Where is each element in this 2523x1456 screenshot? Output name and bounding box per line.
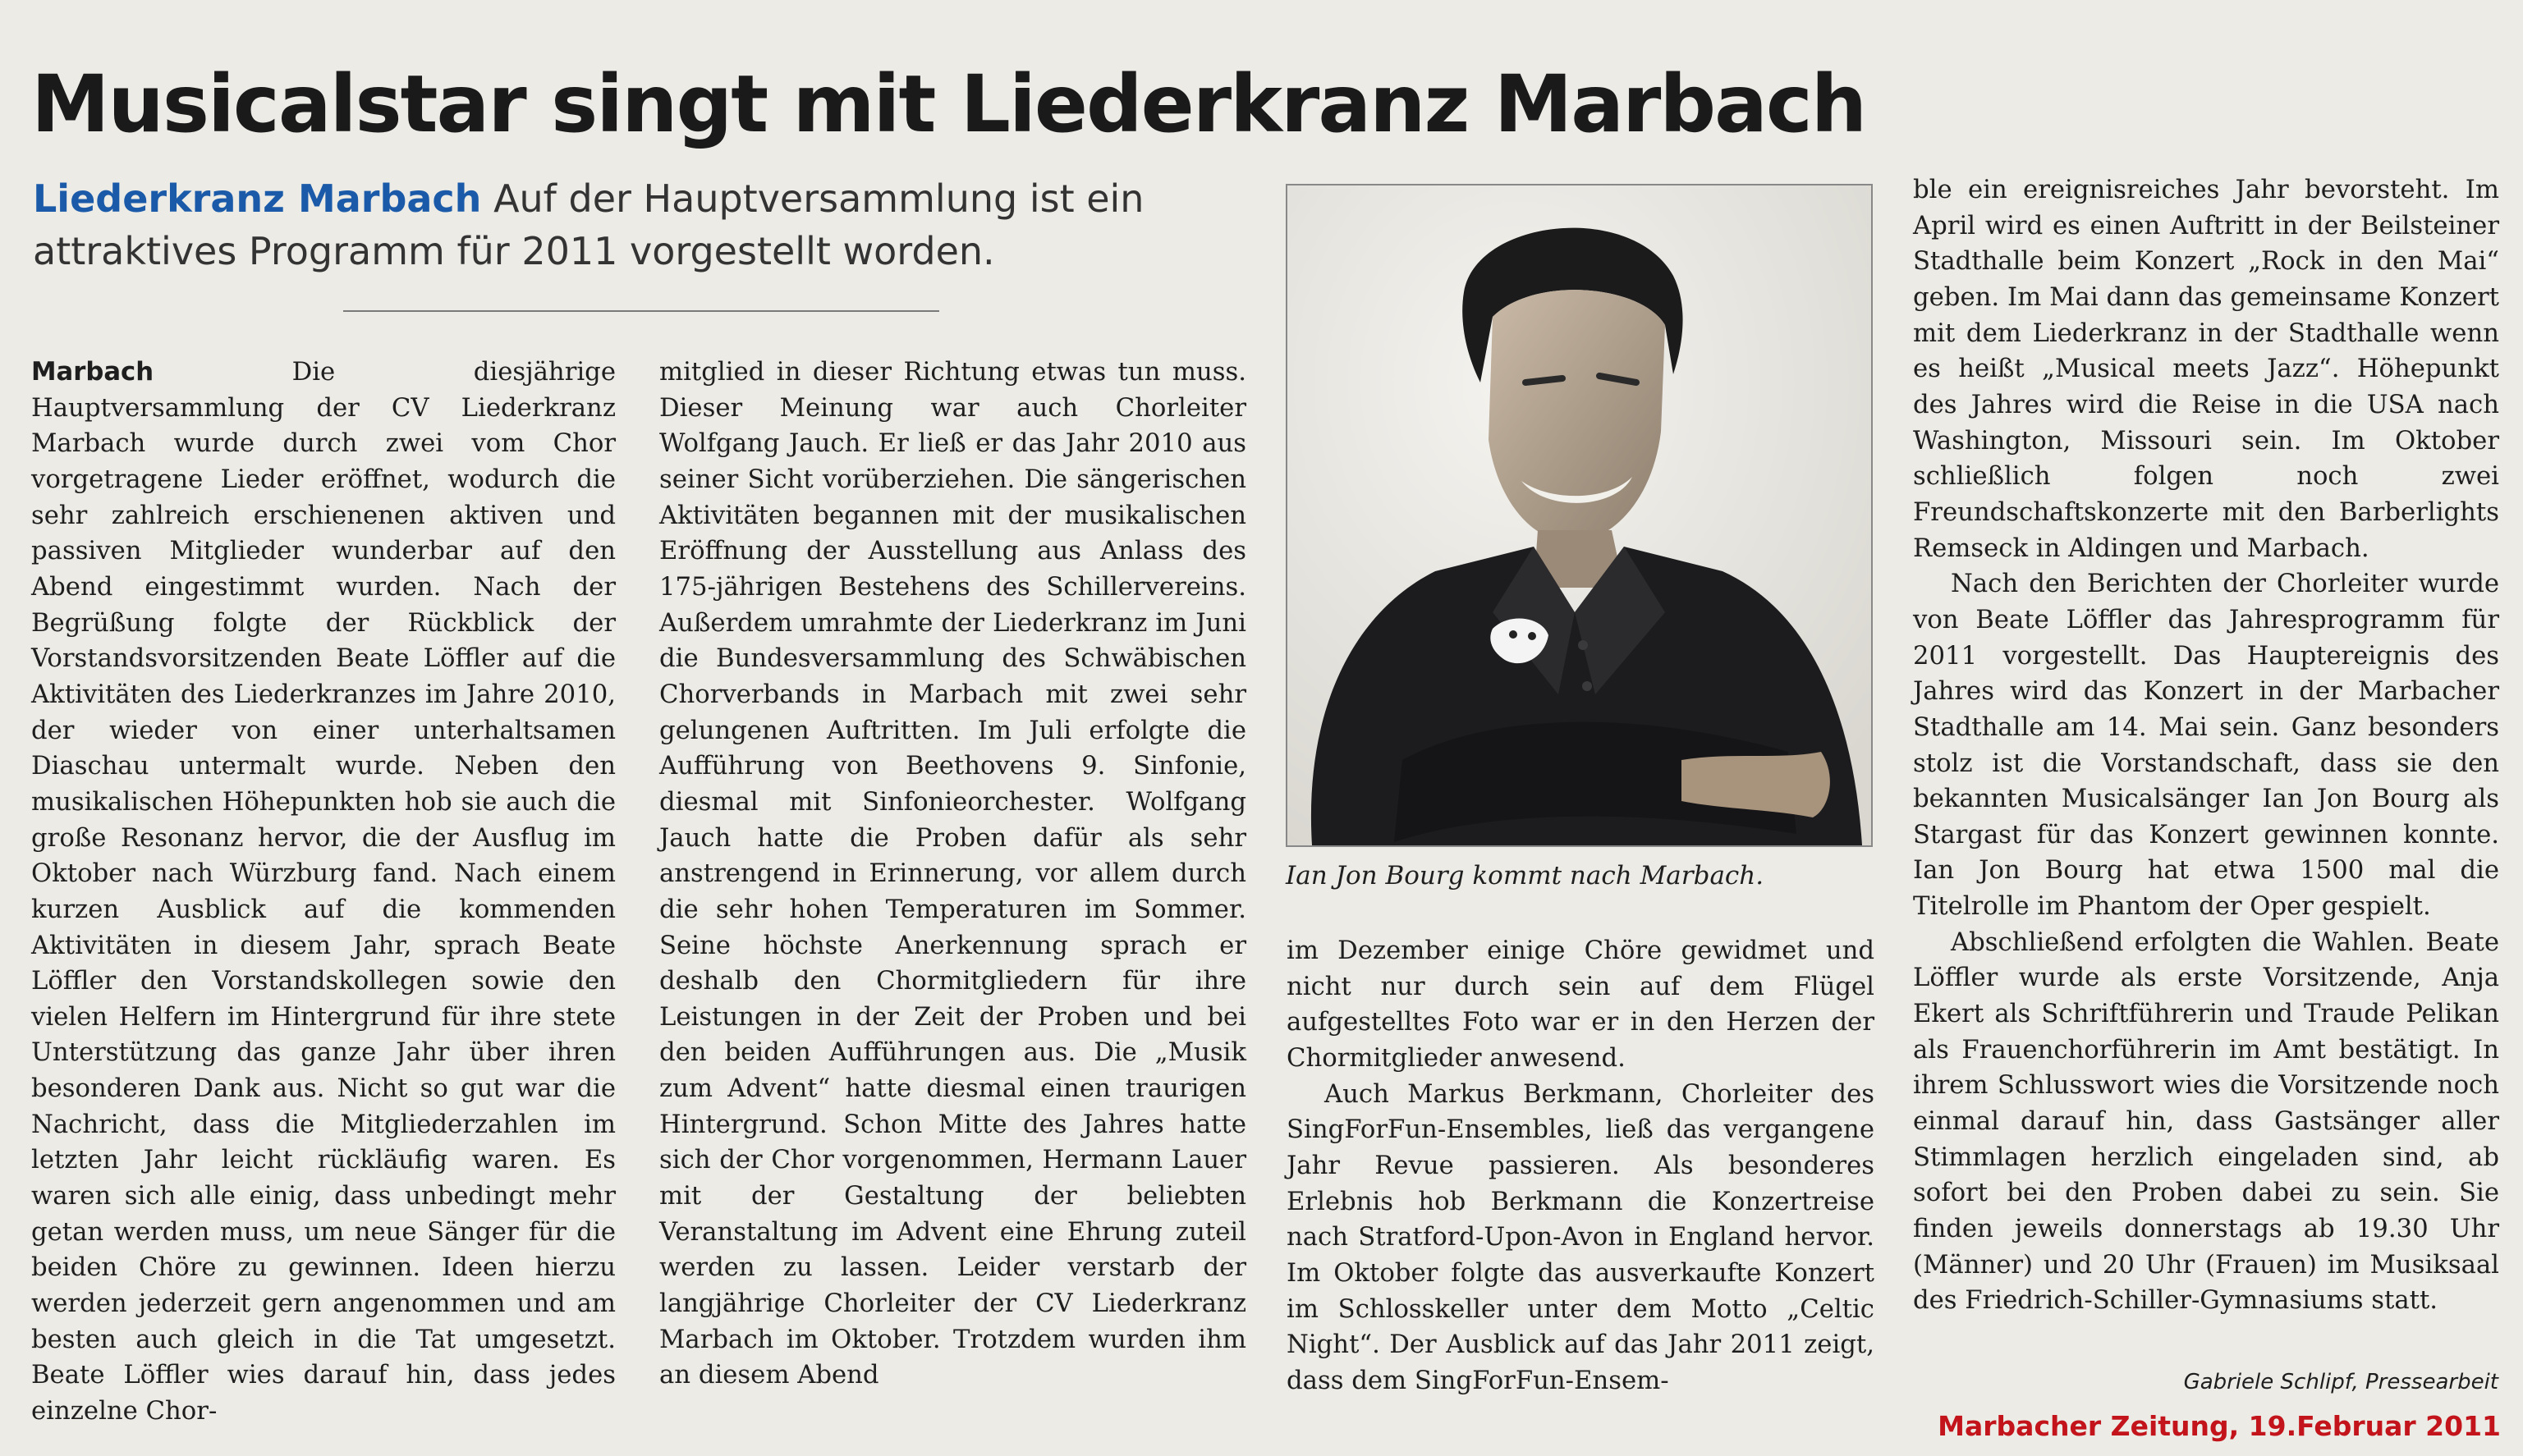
article-paragraph: Abschließend erfolgten die Wahlen. Beate Löffler wurde als erste Vorsitzende, Anja Ekert als Schriftführerin und Traude Pelikan als Frauenchorführerin im Amt bestätigt. In ihrem Schlusswort wies die Vorsitzende noch einmal darauf hin, dass Gastsänger aller Stimmlagen herzlich eingeladen sind, ab sofort bei den Proben dabei zu sein. Sie finden jeweils donnerstags ab 19.30 Uhr (Männer) und 20 Uhr (Frauen) im Musiksaal des Friedrich-Schiller-Gymnasiums statt. [1913,927,2499,1316]
deck-kicker: Liederkranz Marbach [33,176,482,221]
article-paragraph: mitglied in dieser Richtung etwas tun muss. Dieser Meinung war auch Chorleiter Wolfgang Jauch. Er ließ er das Jahr 2010 aus seiner Sicht vorüberziehen. Die sängerischen Aktivitäten begannen mit der musikalischen Eröffnung der Ausstellung aus Anlass des 175-jährigen Bestehens des Schillervereins. Außerdem umrahmte der Liederkranz im Juni die Bundesversammlung des Schwäbischen Chorverbands in Marbach mit zwei sehr gelungenen Auftritten. Im Juli erfolgte die Aufführung von Beethovens 9. Sinfonie, diesmal mit Sinfonieorchester. Wolfgang Jauch hatte die Proben dafür als sehr anstrengend in Erinnerung, vor allem durch die sehr hohen Temperaturen im Sommer. Seine höchste Anerkennung sprach er deshalb den Chormitgliedern für ihre Leistungen in der Zeit der Proben und bei den beiden Aufführungen aus. Die „Musik zum Advent“ hatte diesmal einen traurigen Hintergrund. Schon Mitte des Jahres hatte sich der Chor vorgenommen, Hermann Lauer mit der Gestaltung der beliebten Veranstaltung im Advent eine Ehrung zuteil werden zu lassen. Leider verstarb der langjährige Chorleiter der CV Liederkranz Marbach im Oktober. Trotzdem wurden ihm an diesem Abend [659,358,1246,1390]
dateline: Marbach [31,358,154,387]
deck-divider [343,310,939,312]
deck-text: Auf der Hauptversammlung ist ein attraktives Programm für 2011 vorgestellt worden. [33,176,1145,273]
author-credit: Gabriele Schlipf, Pressearbeit [2183,1370,2498,1394]
article-paragraph: im Dezember einige Chöre gewidmet und nicht nur durch sein auf dem Flügel aufgestelltes Foto war er in den Herzen der Chormitglieder anwesend. [1287,936,1874,1073]
deck [33,172,1248,277]
source-label: Marbacher Zeitung, 19.Februar 2011 [1938,1410,2501,1442]
article-paragraph: Auch Markus Berkmann, Chorleiter des SingForFun-Ensembles, ließ das vergangene Jahr Revue passieren. Als besonderes Erlebnis hob Berkmann die Konzertreise nach Stratford-Upon-Avon in England hervor. Im Oktober folgte das ausverkaufte Konzert im Schlosskeller unter dem Motto „Celtic Night“. Der Ausblick auf das Jahr 2011 zeigt, dass dem SingForFun-Ensem- [1287,1079,1874,1395]
article-column-3 [1287,933,1874,1399]
photo-caption: Ian Jon Bourg kommt nach Marbach. [1286,861,1764,891]
article-column-2 [659,355,1246,1394]
paragraph-text: Die diesjährige Hauptversammlung der CV Liederkranz Marbach wurde durch zwei vom Chor vorgetragene Lieder eröffnet, wodurch die sehr zahlreich erschienenen aktiven und passiven Mitglieder wunderbar auf den Abend eingestimmt wurden. Nach der Begrüßung folgte der Rückblick der Vorstandsvorsitzenden Beate Löffler auf die Aktivitäten des Liederkranzes im Jahre 2010, der wieder von einer unterhaltsamen Diaschau untermalt wurde. Neben den musikalischen Höhepunkten hob sie auch die große Resonanz hervor, die der Ausflug im Oktober nach Würzburg fand. Nach einem kurzen Ausblick auf die kommenden Aktivitäten in diesem Jahr, sprach Beate Löffler den Vorstandskollegen sowie den vielen Helfern im Hintergrund für ihre stete Unterstützung das ganze Jahr über ihren besonderen Dank aus. Nicht so gut war die Nachricht, dass die Mitgliederzahlen im letzten Jahr leicht rückläufig waren. Es waren sich alle einig, dass unbedingt mehr getan werden muss, um neue Sänger für die beiden Chöre zu gewinnen. Ideen hierzu werden jederzeit gern angenommen und am besten auch gleich in die Tat umgesetzt. Beate Löffler wies darauf hin, dass jedes einzelne Chor- [31,358,616,1426]
article-column-4 [1913,172,2499,1319]
headline: Musicalstar singt mit Liederkranz Marbach [31,58,1866,150]
article-paragraph: Nach den Berichten der Chorleiter wurde von Beate Löffler das Jahresprogramm für 2011 vorgestellt. Das Hauptereignis des Jahres wird das Konzert in der Marbacher Stadthalle am 14. Mai sein. Ganz besonders stolz ist die Vorstandschaft, dass sie den bekannten Musicalsänger Ian Jon Bourg als Stargast für das Konzert gewinnen konnte. Ian Jon Bourg hat etwa 1500 mal die Titelrolle im Phantom der Oper gespielt. [1913,570,2499,922]
article-paragraph: ble ein ereignisreiches Jahr bevorsteht. Im April wird es einen Auftritt in der Beilsteiner Stadthalle beim Konzert „Rock in den Mai“ geben. Im Mai dann das gemeinsame Konzert mit dem Liederkranz in der Stadthalle wenn es heißt „Musical meets Jazz“. Höhepunkt des Jahres wird die Reise in die USA nach Washington, Missouri sein. Im Oktober schließlich folgen noch zwei Freundschaftskonzerte mit den Barberlights Remseck in Aldingen und Marbach. [1913,176,2499,563]
portrait-illustration [1287,185,1871,845]
portrait-photo [1286,184,1873,847]
article-column-1 [31,355,616,1430]
article-paragraph [31,355,616,1430]
